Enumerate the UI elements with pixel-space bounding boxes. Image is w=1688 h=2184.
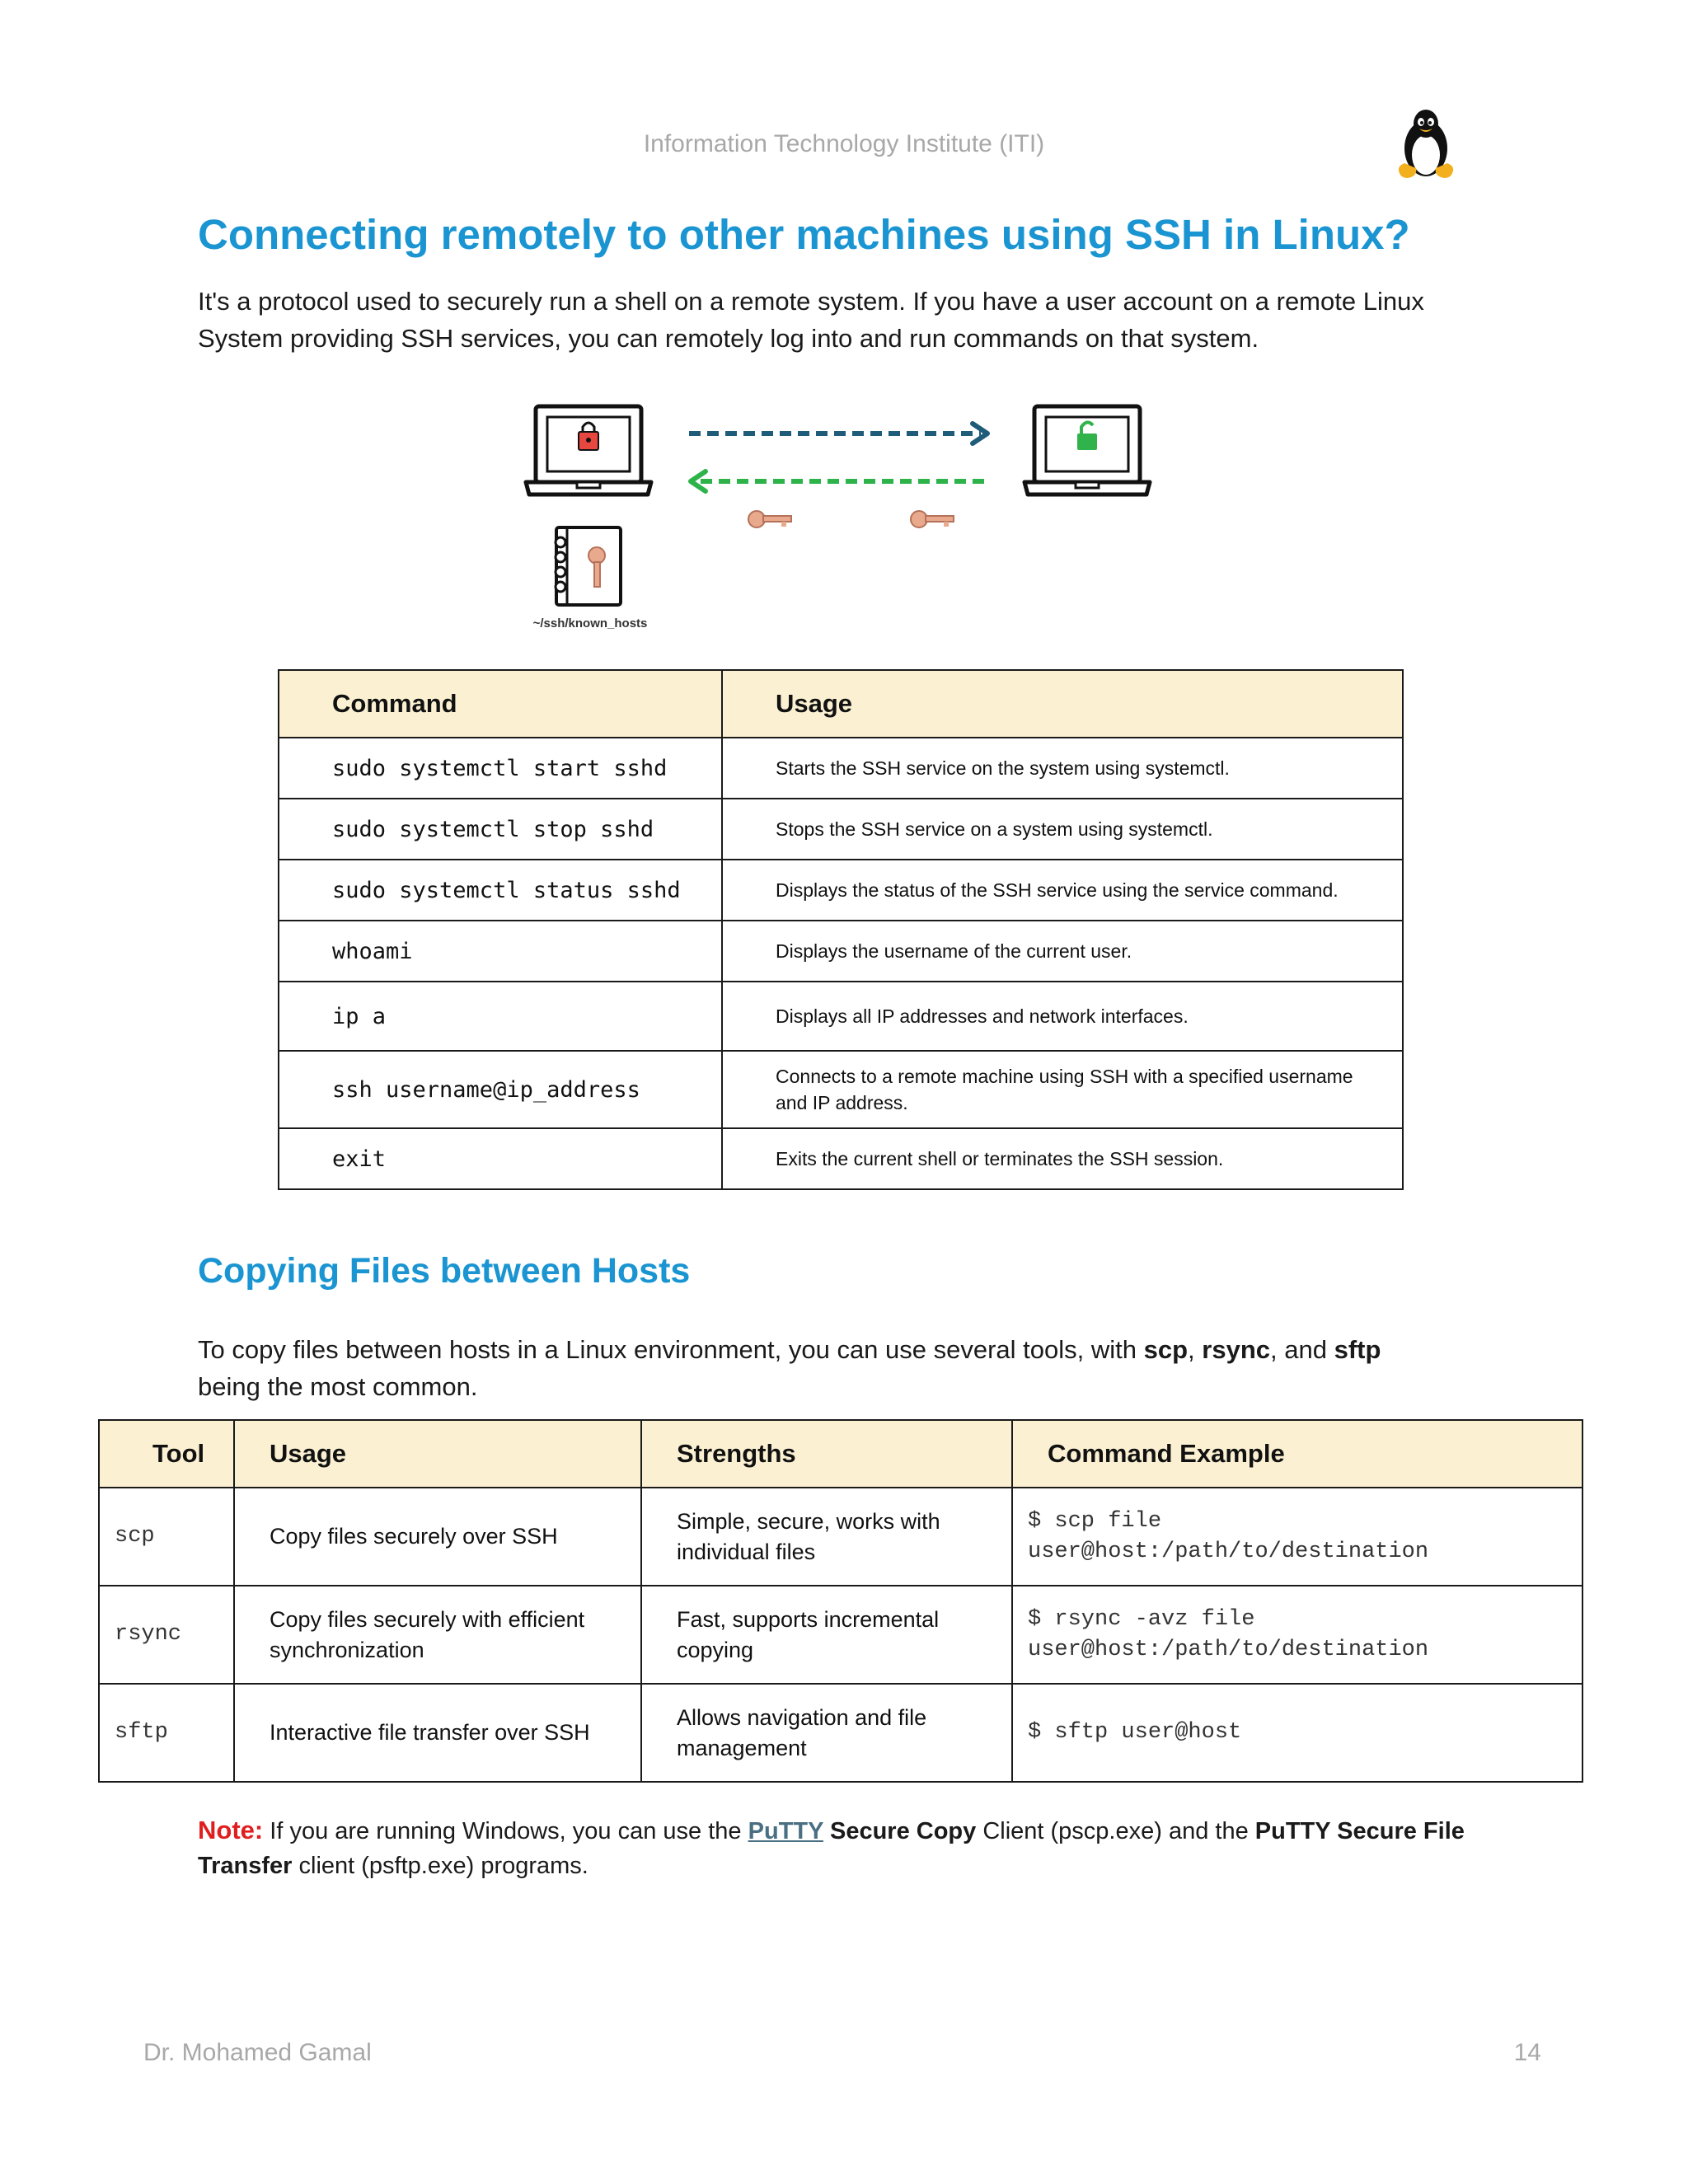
- column-header-usage: Usage: [722, 670, 1403, 738]
- table-row: [99, 1488, 1582, 1586]
- header-institute: Information Technology Institute (ITI): [643, 130, 1045, 157]
- note-line-1: Note: If you are running Windows, you can use the PuTTY Secure Copy Client (pscp.exe) and the PuTTY Secure File: [198, 1816, 1465, 1844]
- usage-cell: Copy files securely over SSH: [234, 1488, 641, 1586]
- page-number: 14: [1513, 2039, 1541, 2066]
- command-example-cell: $ sftp user@host: [1012, 1684, 1582, 1782]
- tool-name-sftp: sftp: [1334, 1335, 1381, 1364]
- windows-note: [198, 1813, 1533, 1883]
- putty-link[interactable]: PuTTY: [748, 1818, 823, 1844]
- file-copy-tools-table: [98, 1419, 1583, 1783]
- laptop-locked-icon: [526, 406, 651, 494]
- column-header-command-example: Command Example: [1012, 1420, 1582, 1488]
- tux-penguin-icon: [1393, 105, 1459, 181]
- table-row: [279, 921, 1403, 982]
- known-hosts-label: ~/ssh/known_hosts: [532, 616, 648, 630]
- tool-cell: rsync: [99, 1586, 234, 1684]
- strengths-cell: Simple, secure, works with individual files: [641, 1488, 1012, 1586]
- strengths-cell: Allows navigation and file management: [641, 1684, 1012, 1782]
- command-example-cell: $ scp file user@host:/path/to/destination: [1012, 1488, 1582, 1586]
- tool-name-scp: scp: [1143, 1335, 1189, 1364]
- tool-cell: scp: [99, 1488, 234, 1586]
- table-row: [279, 860, 1403, 921]
- ssh-commands-table: [278, 669, 1404, 1190]
- strengths-cell: Fast, supports incremental copying: [641, 1586, 1012, 1684]
- usage-cell: Displays all IP addresses and network interfaces.: [722, 982, 1403, 1051]
- table-row: [279, 799, 1403, 860]
- section-title-copying-files: Copying Files between Hosts: [198, 1251, 691, 1291]
- copying-intro-line-1: To copy files between hosts in a Linux environment, you can use several tools, with scp, rsync, and sftp: [198, 1335, 1381, 1364]
- command-example-cell: $ rsync -avz file user@host:/path/to/destination: [1012, 1586, 1582, 1684]
- usage-cell: Interactive file transfer over SSH: [234, 1684, 641, 1782]
- footer-author: Dr. Mohamed Gamal: [143, 2039, 372, 2066]
- copying-intro-paragraph: [198, 1331, 1500, 1405]
- intro-paragraph: [198, 283, 1500, 357]
- table-row: [279, 738, 1403, 799]
- notebook-key-icon: [556, 527, 621, 605]
- usage-cell: Displays the status of the SSH service using the service command.: [722, 860, 1403, 921]
- key-icon: [911, 511, 954, 527]
- laptop-unlocked-icon: [1025, 406, 1150, 494]
- usage-cell: Displays the username of the current user.: [722, 921, 1403, 982]
- table-row: [99, 1586, 1582, 1684]
- table-row: [279, 1051, 1403, 1128]
- usage-cell: Starts the SSH service on the system using systemctl.: [722, 738, 1403, 799]
- table-row: [279, 982, 1403, 1051]
- table-header-row: [99, 1420, 1582, 1488]
- page-title: Connecting remotely to other machines using SSH in Linux?: [198, 211, 1410, 258]
- command-cell: ip a: [279, 982, 722, 1051]
- note-label: Note:: [198, 1816, 264, 1844]
- copying-intro-line-2: being the most common.: [198, 1372, 478, 1401]
- intro-line-1: It's a protocol used to securely run a shell on a remote system. If you have a user account on a remote Linux: [198, 287, 1424, 316]
- intro-line-2: System providing SSH services, you can remotely log into and run commands on that system.: [198, 324, 1259, 353]
- column-header-tool: Tool: [99, 1420, 234, 1488]
- table-row: [279, 1128, 1403, 1189]
- tool-cell: sftp: [99, 1684, 234, 1782]
- key-icon: [748, 511, 791, 527]
- usage-cell: Copy files securely with efficient synchronization: [234, 1586, 641, 1684]
- command-cell: sudo systemctl stop sshd: [279, 799, 722, 860]
- usage-cell: Exits the current shell or terminates the SSH session.: [722, 1128, 1403, 1189]
- column-header-usage: Usage: [234, 1420, 641, 1488]
- table-header-row: [279, 670, 1403, 738]
- command-cell: sudo systemctl start sshd: [279, 738, 722, 799]
- usage-cell: Connects to a remote machine using SSH with a specified username and IP address.: [722, 1051, 1403, 1128]
- column-header-command: Command: [279, 670, 722, 738]
- table-row: [99, 1684, 1582, 1782]
- command-cell: sudo systemctl status sshd: [279, 860, 722, 921]
- note-line-2: Transfer client (psftp.exe) programs.: [198, 1853, 588, 1879]
- usage-cell: Stops the SSH service on a system using systemctl.: [722, 799, 1403, 860]
- ssh-diagram: [519, 402, 1162, 641]
- tool-name-rsync: rsync: [1202, 1335, 1271, 1364]
- arrow-left-icon: [691, 471, 991, 491]
- command-cell: whoami: [279, 921, 722, 982]
- command-cell: exit: [279, 1128, 722, 1189]
- column-header-strengths: Strengths: [641, 1420, 1012, 1488]
- arrow-right-icon: [689, 424, 987, 443]
- command-cell: ssh username@ip_address: [279, 1051, 722, 1128]
